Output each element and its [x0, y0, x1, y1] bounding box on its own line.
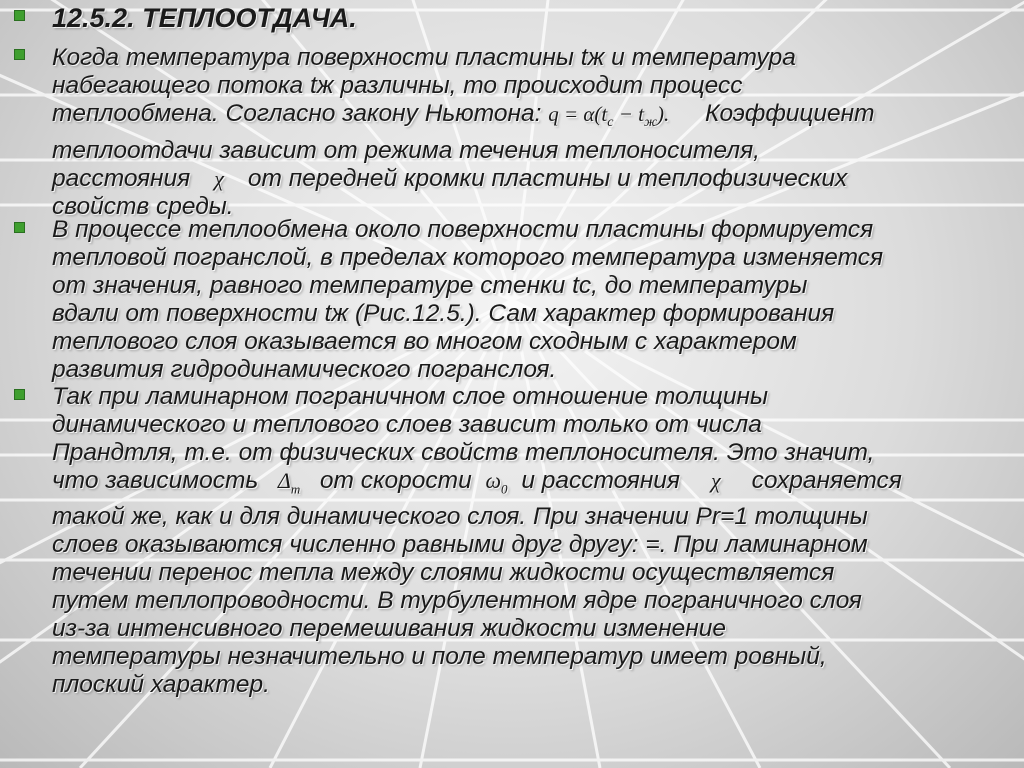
x-symbol: χ — [711, 468, 721, 493]
text-line: температуры незначительно и поле температур имеет ровный, — [52, 643, 827, 671]
bullet-marker-icon — [14, 389, 25, 400]
text-line: путем теплопроводности. В турбулентном ядре пограничного слоя — [52, 587, 862, 615]
text-line: плоский характер. — [52, 671, 270, 699]
text-line: Прандтля, т.е. от физических свойств теплоносителя. Это значит, — [52, 439, 875, 466]
text-line: Когда температура поверхности пластины tж и температура — [52, 44, 796, 71]
text-fragment: и расстояния — [521, 467, 681, 494]
text-line: свойств среды. — [52, 193, 234, 221]
bullet-marker-icon — [14, 222, 25, 233]
text-fragment: расстояния — [52, 165, 191, 193]
x-symbol: χ — [214, 166, 224, 192]
omega-symbol: $\omega_0$ — [485, 468, 508, 497]
delta-symbol: $\Delta_т$ — [277, 468, 301, 497]
text-fragment: от скорости — [319, 467, 472, 494]
text-line: Так при ламинарном пограничном слое отношение толщины — [52, 383, 769, 410]
text-line: от значения, равного температуре стенки tc, до температуры — [52, 272, 808, 299]
text-line: из-за интенсивного перемешивания жидкости изменение — [52, 615, 727, 643]
text-fragment: от передней кромки пластины и теплофизических — [247, 165, 848, 193]
text-line: тепловой погранслой, в пределах которого температура изменяется — [52, 244, 884, 271]
text-line: динамического и теплового слоев зависит только от числа — [52, 411, 762, 438]
text-fragment: что зависимость — [52, 467, 259, 494]
slide-title: 12.5.2. ТЕПЛООТДАЧА. — [52, 3, 357, 33]
text-fragment: теплообмена. Согласно закону Ньютона: — [52, 100, 542, 127]
text-line — [52, 467, 902, 503]
paragraph-thermal-layer — [52, 216, 883, 384]
text-line: развития гидродинамического погранслоя. — [52, 356, 557, 383]
text-line: слоев оказываются численно равными друг другу: =. При ламинарном — [52, 531, 868, 559]
text-line: вдали от поверхности tж (Рис.12.5.). Сам характер формирования — [52, 300, 835, 327]
text-line: теплоотдачи зависит от режима течения теплоносителя, — [52, 137, 760, 165]
text-line — [52, 165, 875, 193]
text-line: В процессе теплообмена около поверхности пластины формируется — [52, 216, 874, 243]
text-fragment: Коэффициент — [705, 100, 875, 127]
text-fragment: сохраняется — [751, 467, 902, 494]
bullet-marker-icon — [14, 10, 25, 21]
text-line: течении перенос тепла между слоями жидкости осуществляется — [52, 559, 835, 587]
newton-formula: $q = \alpha(t_c - t_ж)$. — [548, 102, 670, 131]
text-line — [52, 100, 875, 137]
bullet-marker-icon — [14, 49, 25, 60]
paragraph-newton-law — [52, 44, 875, 221]
text-line: теплового слоя оказывается во многом сходным с характером — [52, 328, 797, 355]
text-line: набегающего потока tж различны, то происходит процесс — [52, 72, 743, 99]
paragraph-laminar-layer — [52, 383, 902, 699]
text-line: такой же, как и для динамического слоя. При значении Pr=1 толщины — [52, 503, 868, 531]
